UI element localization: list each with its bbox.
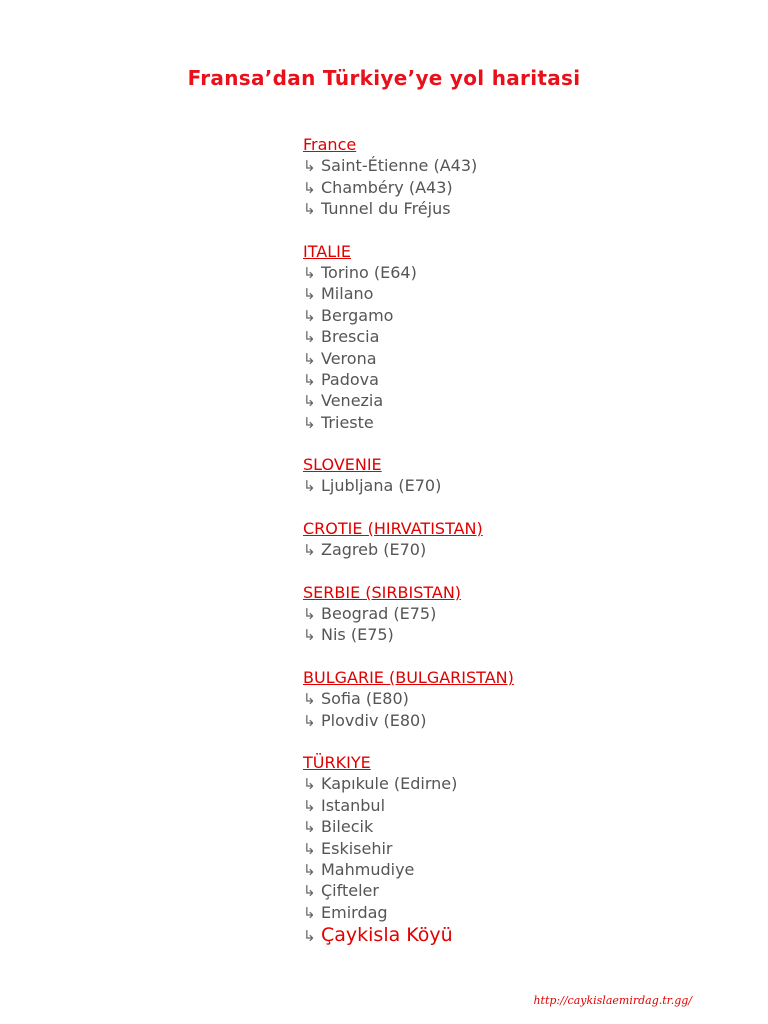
country-section	[303, 752, 743, 947]
city-item	[303, 155, 743, 176]
city-item	[303, 710, 743, 731]
city-name: Eskisehir	[321, 838, 393, 858]
turn-arrow-icon: ↳	[303, 200, 316, 219]
country-heading[interactable]: France	[303, 135, 357, 154]
city-item	[303, 859, 743, 880]
city-item	[303, 198, 743, 219]
city-item	[303, 369, 743, 390]
city-name: Nis (E75)	[321, 625, 394, 645]
turn-arrow-icon: ↳	[303, 775, 316, 794]
destination-item	[303, 923, 743, 947]
city-item	[303, 390, 743, 411]
country-heading[interactable]: ITALIE	[303, 241, 351, 261]
turn-arrow-icon: ↳	[303, 605, 316, 624]
city-item	[303, 305, 743, 326]
turn-arrow-icon: ↳	[303, 818, 316, 837]
city-item	[303, 688, 743, 709]
city-item	[303, 262, 743, 283]
city-name: Saint-Étienne (A43)	[321, 156, 478, 176]
turn-arrow-icon: ↳	[303, 349, 316, 368]
country-heading[interactable]: TÜRKIYE	[303, 752, 371, 772]
turn-arrow-icon: ↳	[303, 157, 316, 176]
turn-arrow-icon: ↳	[303, 306, 316, 325]
city-item	[303, 348, 743, 369]
turn-arrow-icon: ↳	[303, 839, 316, 858]
city-name: Brescia	[321, 327, 380, 347]
city-item	[303, 795, 743, 816]
city-name: Torino (E64)	[321, 262, 417, 282]
city-item	[303, 902, 743, 923]
turn-arrow-icon: ↳	[303, 796, 316, 815]
country-heading[interactable]: CROTIE (HIRVATISTAN)	[303, 518, 483, 538]
country-section	[303, 241, 743, 434]
turn-arrow-icon: ↳	[303, 541, 316, 560]
country-heading[interactable]: BULGARIE (BULGARISTAN)	[303, 667, 514, 687]
city-name: Sofia (E80)	[321, 689, 409, 709]
country-section	[303, 582, 743, 646]
city-item	[303, 177, 743, 198]
city-item	[303, 838, 743, 859]
city-name: Milano	[321, 284, 374, 304]
city-name: Ljubljana (E70)	[321, 476, 442, 496]
city-name: Bergamo	[321, 305, 394, 325]
city-item	[303, 624, 743, 645]
city-name: Çifteler	[321, 881, 379, 901]
turn-arrow-icon: ↳	[303, 285, 316, 304]
city-item	[303, 326, 743, 347]
city-name: Bilecik	[321, 817, 374, 837]
country-heading[interactable]: SLOVENIE	[303, 455, 382, 475]
turn-arrow-icon: ↳	[303, 903, 316, 922]
city-name: Tunnel du Fréjus	[321, 199, 451, 219]
city-name: Trieste	[321, 412, 374, 432]
country-section	[303, 518, 743, 561]
city-name: Beograd (E75)	[321, 604, 437, 624]
city-name: Çaykisla Köyü	[321, 924, 453, 947]
route-list	[303, 134, 743, 968]
turn-arrow-icon: ↳	[303, 413, 316, 432]
city-name: Padova	[321, 369, 379, 389]
city-item	[303, 603, 743, 624]
turn-arrow-icon: ↳	[303, 263, 316, 282]
turn-arrow-icon: ↳	[303, 690, 316, 709]
city-name: Istanbul	[321, 795, 386, 815]
turn-arrow-icon: ↳	[303, 370, 316, 389]
city-item	[303, 539, 743, 560]
turn-arrow-icon: ↳	[303, 328, 316, 347]
city-name: Kapıkule (Edirne)	[321, 774, 458, 794]
turn-arrow-icon: ↳	[303, 711, 316, 730]
turn-arrow-icon: ↳	[303, 392, 316, 411]
city-item	[303, 816, 743, 837]
city-name: Mahmudiye	[321, 859, 415, 879]
city-item	[303, 880, 743, 901]
source-url-link[interactable]: http://caykislaemirdag.tr.gg/	[533, 994, 692, 1007]
city-name: Emirdag	[321, 902, 388, 922]
city-item	[303, 773, 743, 794]
country-section	[303, 134, 743, 220]
country-section	[303, 454, 743, 497]
turn-arrow-icon: ↳	[303, 882, 316, 901]
city-item	[303, 412, 743, 433]
city-name: Verona	[321, 348, 377, 368]
turn-arrow-icon: ↳	[303, 860, 316, 879]
country-section	[303, 667, 743, 731]
city-name: Venezia	[321, 391, 384, 411]
city-name: Chambéry (A43)	[321, 177, 453, 197]
city-item	[303, 283, 743, 304]
city-name: Plovdiv (E80)	[321, 710, 427, 730]
turn-arrow-icon: ↳	[303, 626, 316, 645]
turn-arrow-icon: ↳	[303, 178, 316, 197]
country-heading[interactable]: SERBIE (SIRBISTAN)	[303, 582, 462, 602]
turn-arrow-icon: ↳	[303, 927, 316, 946]
city-item	[303, 475, 743, 496]
city-name: Zagreb (E70)	[321, 540, 427, 560]
page-title: Fransa’dan Türkiye’ye yol haritasi	[187, 66, 581, 90]
turn-arrow-icon: ↳	[303, 477, 316, 496]
